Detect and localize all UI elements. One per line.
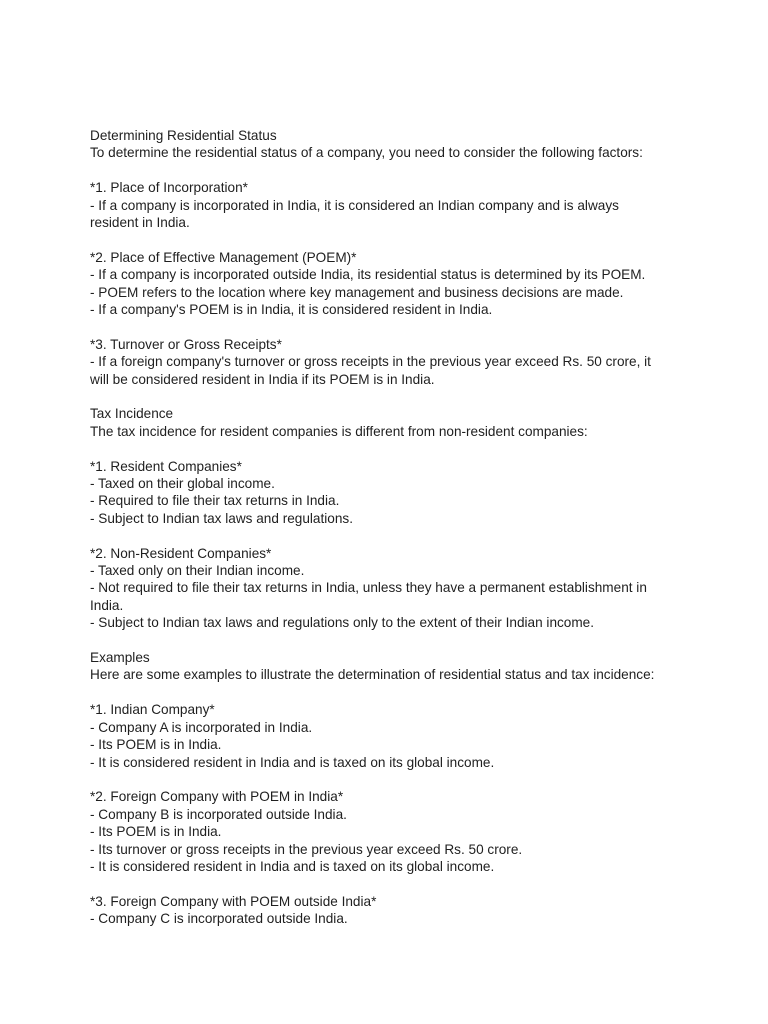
blank-line: [90, 771, 690, 788]
text-line: - Taxed on their global income.: [90, 476, 275, 492]
text-line: *3. Turnover or Gross Receipts*: [90, 336, 282, 352]
text-line: Determining Residential Status: [90, 128, 277, 143]
text-line: The tax incidence for resident companies is different from non-resident companies:: [90, 423, 588, 439]
text-line: - If a company's POEM is in India, it is considered resident in India.: [90, 302, 493, 318]
text-line: - If a foreign company's turnover or gross receipts in the previous year exceed Rs. 50 crore, it: [90, 354, 651, 370]
blank-line: [90, 632, 690, 649]
text-line: - Required to file their tax returns in India.: [90, 493, 340, 509]
blank-line: [90, 527, 690, 544]
text-line: *2. Non-Resident Companies*: [90, 545, 272, 561]
text-line: - Its turnover or gross receipts in the previous year exceed Rs. 50 crore.: [90, 841, 523, 857]
text-line: Examples: [90, 650, 150, 666]
text-line: Tax Incidence: [90, 406, 174, 422]
blank-line: [90, 684, 690, 701]
text-line: *2. Foreign Company with POEM in India*: [90, 789, 344, 805]
blank-line: [90, 318, 690, 335]
text-line: *1. Indian Company*: [90, 702, 215, 718]
text-line: To determine the residential status of a company, you need to consider the following factors:: [90, 145, 643, 161]
document-body: [90, 127, 690, 928]
blank-line: [90, 231, 690, 248]
text-line: - It is considered resident in India and is taxed on its global income.: [90, 754, 495, 770]
text-line: - Its POEM is in India.: [90, 737, 222, 753]
text-line: - If a company is incorporated outside India, its residential status is determined by its POEM.: [90, 267, 646, 283]
text-line: - Subject to Indian tax laws and regulations only to the extent of their Indian income.: [90, 615, 595, 631]
text-line: - If a company is incorporated in India, it is considered an Indian company and is always: [90, 197, 619, 213]
text-line: Here are some examples to illustrate the determination of residential status and tax incidence:: [90, 667, 655, 683]
text-line: - Its POEM is in India.: [90, 824, 222, 840]
text-line: *1. Resident Companies*: [90, 458, 242, 474]
text-line: - Not required to file their tax returns in India, unless they have a permanent establishment in: [90, 580, 647, 596]
text-line: resident in India.: [90, 215, 190, 231]
text-line: - Subject to Indian tax laws and regulations.: [90, 510, 353, 526]
text-line: - It is considered resident in India and is taxed on its global income.: [90, 858, 495, 874]
blank-line: [90, 440, 690, 457]
text-line: *2. Place of Effective Management (POEM)*: [90, 249, 357, 265]
text-line: *1. Place of Incorporation*: [90, 180, 248, 196]
text-line: *3. Foreign Company with POEM outside India*: [90, 893, 377, 909]
text-line: - Company B is incorporated outside India.: [90, 806, 347, 822]
text-line: - Company C is incorporated outside India.: [90, 911, 348, 927]
text-line: will be considered resident in India if its POEM is in India.: [90, 371, 435, 387]
blank-line: [90, 388, 690, 405]
blank-line: [90, 162, 690, 179]
text-line: India.: [90, 597, 124, 613]
text-line: - POEM refers to the location where key management and business decisions are made.: [90, 284, 624, 300]
text-line: - Company A is incorporated in India.: [90, 719, 313, 735]
blank-line: [90, 875, 690, 892]
text-line: - Taxed only on their Indian income.: [90, 563, 305, 579]
